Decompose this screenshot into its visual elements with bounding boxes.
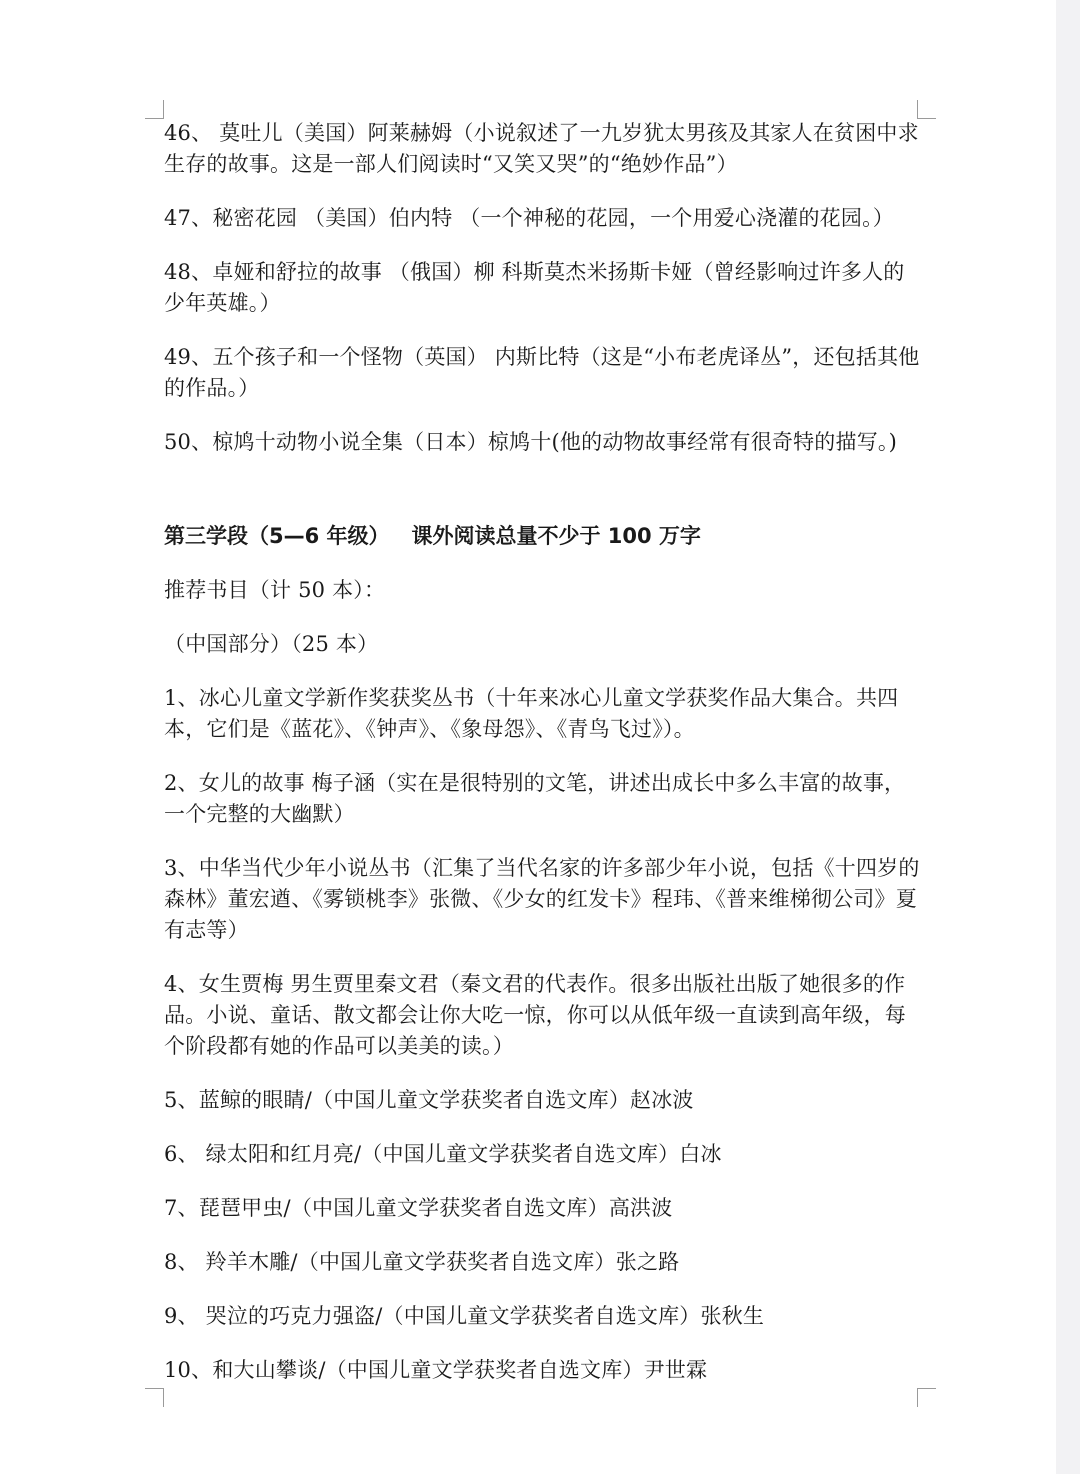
china-section-label: （中国部分）（25 本） <box>164 632 379 656</box>
list-item: 2、女儿的故事 梅子涵（实在是很特别的文笔，讲述出成长中多么丰富的故事，一个完整的大幽默） <box>164 771 906 826</box>
list-item: 9、 哭泣的巧克力强盗/（中国儿童文学获奖者自选文库）张秋生 <box>164 1304 765 1328</box>
list-item: 1、冰心儿童文学新作奖获奖丛书（十年来冰心儿童文学获奖作品大集合。共四本，它们是《蓝花》、《钟声》、《象母怨》、《青鸟飞过》）。 <box>164 686 899 741</box>
list-item: 5、蓝鲸的眼睛/（中国儿童文学获奖者自选文库）赵冰波 <box>164 1088 694 1112</box>
scrollbar-gutter[interactable] <box>1056 0 1080 1474</box>
list-item: 49、五个孩子和一个怪物（英国） 内斯比特（这是“小布老虎译丛”，还包括其他的作品。） <box>164 345 920 400</box>
list-item: 4、女生贾梅 男生贾里秦文君（秦文君的代表作。很多出版社出版了她很多的作品。小说、童话、散文都会让你大吃一惊，你可以从低年级一直读到高年级，每个阶段都有她的作品可以美美的读。） <box>164 972 906 1058</box>
list-item: 8、 羚羊木雕/（中国儿童文学获奖者自选文库）张之路 <box>164 1250 680 1274</box>
list-item: 46、 莫吐儿（美国）阿莱赫姆（小说叙述了一九岁犹太男孩及其家人在贫困中求生存的故事。这是一部人们阅读时“又笑又哭”的“绝妙作品”） <box>164 121 919 176</box>
list-item: 10、和大山攀谈/（中国儿童文学获奖者自选文库）尹世霖 <box>164 1358 708 1382</box>
list-item: 7、琵琶甲虫/（中国儿童文学获奖者自选文库）高洪波 <box>164 1196 673 1220</box>
page-corner-mark-top-right <box>917 100 936 119</box>
list-item: 48、卓娅和舒拉的故事 （俄国）柳 科斯莫杰米扬斯卡娅（曾经影响过许多人的少年英雄。） <box>164 260 905 315</box>
recommend-label: 推荐书目（计 50 本）： <box>164 578 386 602</box>
list-item: 50、椋鸠十动物小说全集（日本）椋鸠十(他的动物故事经常有很奇特的描写。) <box>164 430 898 454</box>
page-corner-mark-top-left <box>145 100 164 119</box>
list-item: 47、秘密花园 （美国）伯内特 （一个神秘的花园，一个用爱心浇灌的花园。） <box>164 206 894 230</box>
section-heading: 第三学段（5—6 年级） 课外阅读总量不少于 100 万字 <box>164 524 701 548</box>
page-corner-mark-bottom-left <box>145 1388 164 1407</box>
list-item: 3、中华当代少年小说丛书（汇集了当代名家的许多部少年小说，包括《十四岁的森林》董宏遒、《雾锁桃李》张微、《少女的红发卡》程玮、《普来维梯彻公司》夏有志等） <box>164 856 920 942</box>
document-body <box>164 118 920 1409</box>
list-item: 6、 绿太阳和红月亮/（中国儿童文学获奖者自选文库）白冰 <box>164 1142 722 1166</box>
